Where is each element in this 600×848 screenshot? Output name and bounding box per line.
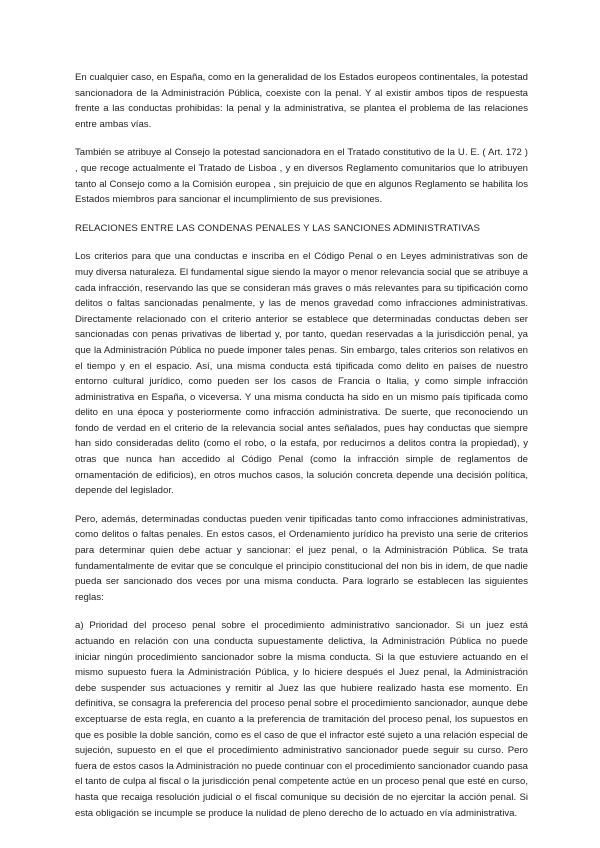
document-page — [75, 70, 528, 834]
paragraph-regla-a: a) Prioridad del proceso penal sobre el procedimiento administrativo sancionador. Si un juez está actuando en relación con una conducta supuestamente delictiva, la Administración Pública no puede iniciar ningún procedimiento sancionador sobre la misma conducta. Si la que estuviere actuando en el mismo supuesto fuera la Administración Pública, y lo hiciere después el Juez penal, la Administración debe suspender sus actuaciones y remitir al Juez las que hubiere realizado hasta ese momento. En definitiva, se consagra la preferencia del proceso penal sobre el procedimiento sancionador, aunque debe exceptuarse de esta regla, en cuanto a la preferencia de tramitación del proceso penal, los supuestos en que es posible la doble sanción, como es el caso de que el infractor esté sujeto a una relación especial de sujeción, supuesto en el que el procedimiento administrativo sancionador puede seguir su curso. Pero fuera de estos casos la Administración no puede continuar con el procedimiento sancionador cuando pasa el tanto de culpa al fiscal o la jurisdicción penal competente actúe en un proceso penal que esté en curso, hasta que recaiga resolución judicial o el fiscal comunique su decisión de no ejercitar la acción penal. Si esta obligación se incumple se produce la nulidad de pleno derecho de lo actuado en vía administrativa. — [75, 620, 528, 819]
paragraph-consejo: También se atribuye al Consejo la potestad sancionadora en el Tratado constitutivo de la U. E. ( Art. 172 ) , que recoge actualmente el Tratado de Lisboa , y en diversos Reglamento comunitarios que lo atribuyen tanto al Consejo como a la Comisión europea , sin prejuicio de que en algunos Reglamento se habilita los Estados miembros para sancionar el incumplimiento de sus previsiones. — [75, 147, 528, 206]
paragraph-pero: Pero, además, determinadas conductas pueden venir tipificadas tanto como infracciones administrativas, como delitos o faltas penales. En estos casos, el Ordenamiento jurídico ha previsto una serie de criterios para determinar quien debe actuar y sancionar: el juez penal, o la Administración Pública. Se trata fundamentalmente de evitar que se conculque el principio constitucional del non bis in idem, de que nadie pueda ser sancionado dos veces por una misma conducta. Para lograrlo se establecen las siguientes reglas: — [75, 513, 528, 603]
section-heading: RELACIONES ENTRE LAS CONDENAS PENALES Y LAS SANCIONES ADMINISTRATIVAS — [75, 222, 480, 234]
paragraph-criterios: Los criterios para que una conductas e inscriba en el Código Penal o en Leyes administrativas son de muy diversa naturaleza. El fundamental sigue siendo la mayor o menor relevancia social que se atribuye a cada infracción, reservando las que se consideran más graves o más relevantes para su tipificación como delitos o faltas sancionadas penalmente, y las de menos gravedad como infracciones administrativas. Directamente relacionado con el criterio anterior se establece que determinadas conductas deben ser sancionadas con penas privativas de libertad y, por tanto, quedan reservadas a la jurisdicción penal, ya que la Administración Pública no puede imponer tales penas. Sin embargo, tales criterios son relativos en el tiempo y en el espacio. Así, una misma conducta está tipificada como delito en países de nuestro entorno cultural jurídico, como pueden ser los casos de Francia o Italia, y como simple infracción administrativa en España, o viceversa. Y una misma conducta ha sido en un mismo país tipificada como delito en una época y posteriormente como infracción administrativa. De suerte, que reconociendo un fondo de verdad en el criterio de la relevancia social antes señalados, pues hay conductas que siempre han sido consideradas delito (como el robo, o la estafa, por reducirnos a delitos contra la propiedad), y otras que nunca han accedido al Código Penal (como la infracción simple de reglamentos de ornamentación de edificios), en otros muchos casos, la solución concreta depende una decisión política, depende del legislador. — [75, 251, 528, 497]
paragraph-intro: En cualquier caso, en España, como en la generalidad de los Estados europeos continentales, la potestad sancionadora de la Administración Pública, coexiste con la penal. Y al existir ambos tipos de respuesta frente a las conductas prohibidas: la penal y la administrativa, se plantea el problema de las relaciones entre ambas vías. — [75, 72, 528, 130]
